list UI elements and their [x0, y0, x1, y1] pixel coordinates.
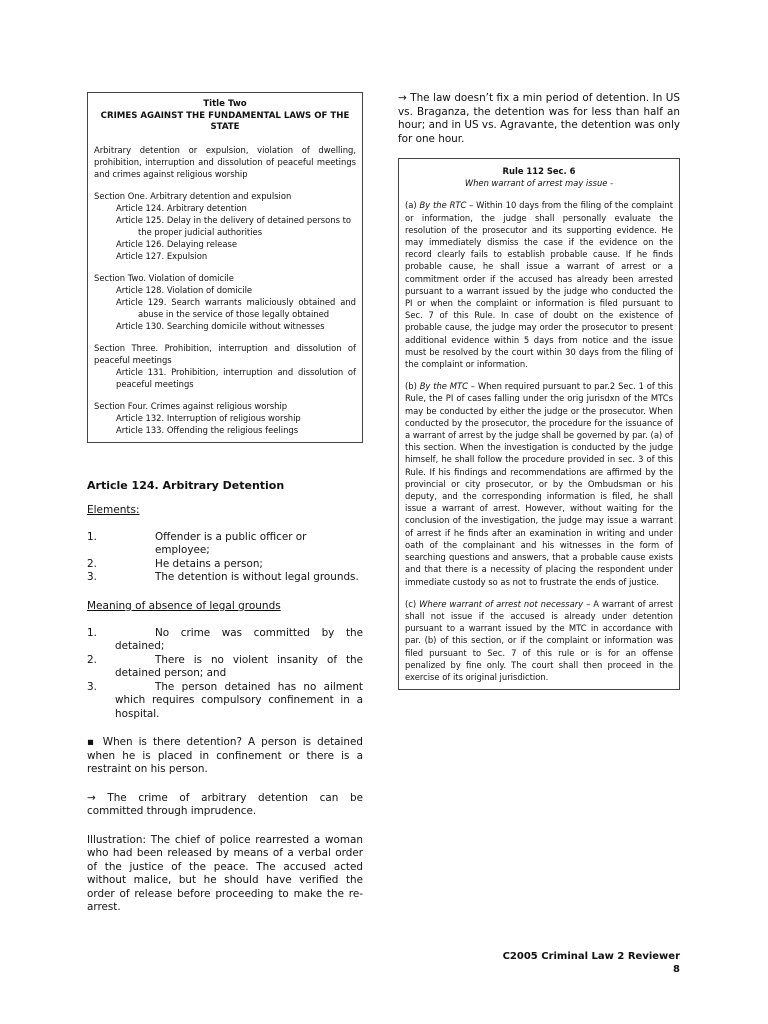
illustration-paragraph: Illustration: The chief of police rearrested a woman who had been released by means of a verbal order of the justice of the peace. The accused acted without malice, but he should have verified the order of release before proceeding to make the re-arrest.: [87, 833, 363, 913]
section-heading: Section Two. Violation of domicile: [94, 272, 234, 283]
article-item: Article 126. Delaying release: [116, 238, 238, 249]
article-heading: Article 124. Arbitrary Detention: [87, 478, 285, 492]
footer-title: C2005 Criminal Law 2 Reviewer: [502, 951, 680, 962]
right-column: [398, 92, 680, 690]
meaning-list: [87, 627, 363, 722]
elements-label: Elements:: [87, 503, 140, 516]
min-period-paragraph: → The law doesn’t fix a min period of detention. In US vs. Braganza, the detention was for less than half an hour; and in US vs. Agravante, the detention was only for one hour.: [398, 92, 680, 145]
list-item: 3. The detention is without legal grounds.: [87, 571, 359, 583]
rule-para-b: (b) By the MTC – When required pursuant to par.2 Sec. 1 of this Rule, the PI of cases falling under the orig jurisdxn of the MTCs may be conducted by either the judge or the prosecutor. When conducted by the prosecutor, the procedure for the issuance of a warrant of arrest by the judge shall be governed by par. (a) of this section. When the investigation is conducted by the judge himself, he shall follow the procedure provided in sec. 3 of this Rule. If his findings and recommendations are affirmed by the provincial or city prosecutor, or by the Ombudsman or his deputy, and the corresponding information is filed, he shall issue a warrant of arrest. However, without waiting for the conclusion of the investigation, the judge may issue a warrant of arrest if he finds after an examination in writing and under oath of the complainant and his witnesses in the form of searching questions and answers, that a probable cause exists and that there is a necessity of placing the respondent under immediate custody so as not to frustrate the ends of justice.: [405, 381, 673, 587]
list-item: 1. No crime was committed by the detained;: [87, 626, 363, 652]
rule-para-a: (a) By the RTC – Within 10 days from the filing of the complaint or information, the judge shall personally evaluate the resolution of the prosecutor and its supporting evidence. He may immediately dismiss the case if the evidence on the record clearly fails to establish probable cause. If he finds probable cause, he shall issue a warrant of arrest or a commitment order if the accused has already been arrested pursuant to a warrant issued by the judge who conducted the PI or when the complaint or information is filed pursuant to Sec. 7 of this Rule. In case of doubt on the existence of probable cause, the judge may order the prosecutor to present additional evidence within 5 days from notice and the issue must be resolved by the court within 30 days from the filing of the complaint or information.: [405, 200, 673, 370]
page-footer: [503, 950, 680, 976]
box-subtitle: CRIMES AGAINST THE FUNDAMENTAL LAWS OF THE STATE: [100, 110, 350, 132]
imprudence-paragraph: → The crime of arbitrary detention can be committed through imprudence.: [87, 791, 363, 817]
section-heading: Section Four. Crimes against religious worship: [94, 400, 288, 411]
article-item: Article 125. Delay in the delivery of detained persons to the proper judicial authorities: [116, 214, 352, 237]
meaning-label: Meaning of absence of legal grounds: [87, 599, 281, 612]
list-item: 2. He detains a person;: [87, 557, 263, 570]
rule-subtitle: When warrant of arrest may issue -: [464, 178, 614, 189]
title-two-box: [87, 92, 363, 443]
left-column: [87, 92, 363, 915]
page-number: 8: [673, 964, 680, 975]
article-item: Article 124. Arbitrary detention: [116, 202, 247, 213]
article-item: Article 131. Prohibition, interruption and dissolution of peaceful meetings: [116, 366, 356, 389]
list-item: 3. The person detained has no ailment which requires compulsory confinement in a hospital.: [87, 680, 363, 720]
box-intro: Arbitrary detention or expulsion, violation of dwelling, prohibition, interruption and dissolution of peaceful meetings and crimes against religious worship: [94, 144, 356, 179]
list-item: 2. There is no violent insanity of the detained person; and: [87, 653, 363, 679]
section-heading: Section One. Arbitrary detention and expulsion: [94, 190, 292, 201]
box-title: Title Two: [203, 99, 247, 109]
article-item: Article 128. Violation of domicile: [116, 284, 253, 295]
article-item: Article 132. Interruption of religious worship: [116, 412, 301, 423]
list-item: 1. Offender is a public officer or employee;: [87, 530, 307, 556]
rule-title: Rule 112 Sec. 6: [502, 166, 576, 176]
article-item: Article 130. Searching domicile without witnesses: [116, 320, 325, 331]
article-item: Article 127. Expulsion: [116, 250, 208, 261]
rule-box: [398, 158, 680, 690]
elements-list: [87, 531, 363, 585]
detention-paragraph: ▪ When is there detention? A person is detained when he is placed in confinement or there is a restraint on his person.: [87, 736, 363, 775]
article-item: Article 133. Offending the religious feelings: [116, 424, 299, 435]
rule-para-c: (c) Where warrant of arrest not necessary – A warrant of arrest shall not issue if the accused is already under detention pursuant to a warrant issued by the MTC in accordance with par. (b) of this section, or if the complaint or information was filed pursuant to Sec. 7 of this rule or is for an offense penalized by fine only. The court shall then proceed in the exercise of its original jurisdiction.: [405, 598, 674, 682]
section-heading: Section Three. Prohibition, interruption and dissolution of peaceful meetings: [94, 342, 356, 365]
article-item: Article 129. Search warrants maliciously obtained and abuse in the service of those legally obtained: [116, 296, 356, 319]
